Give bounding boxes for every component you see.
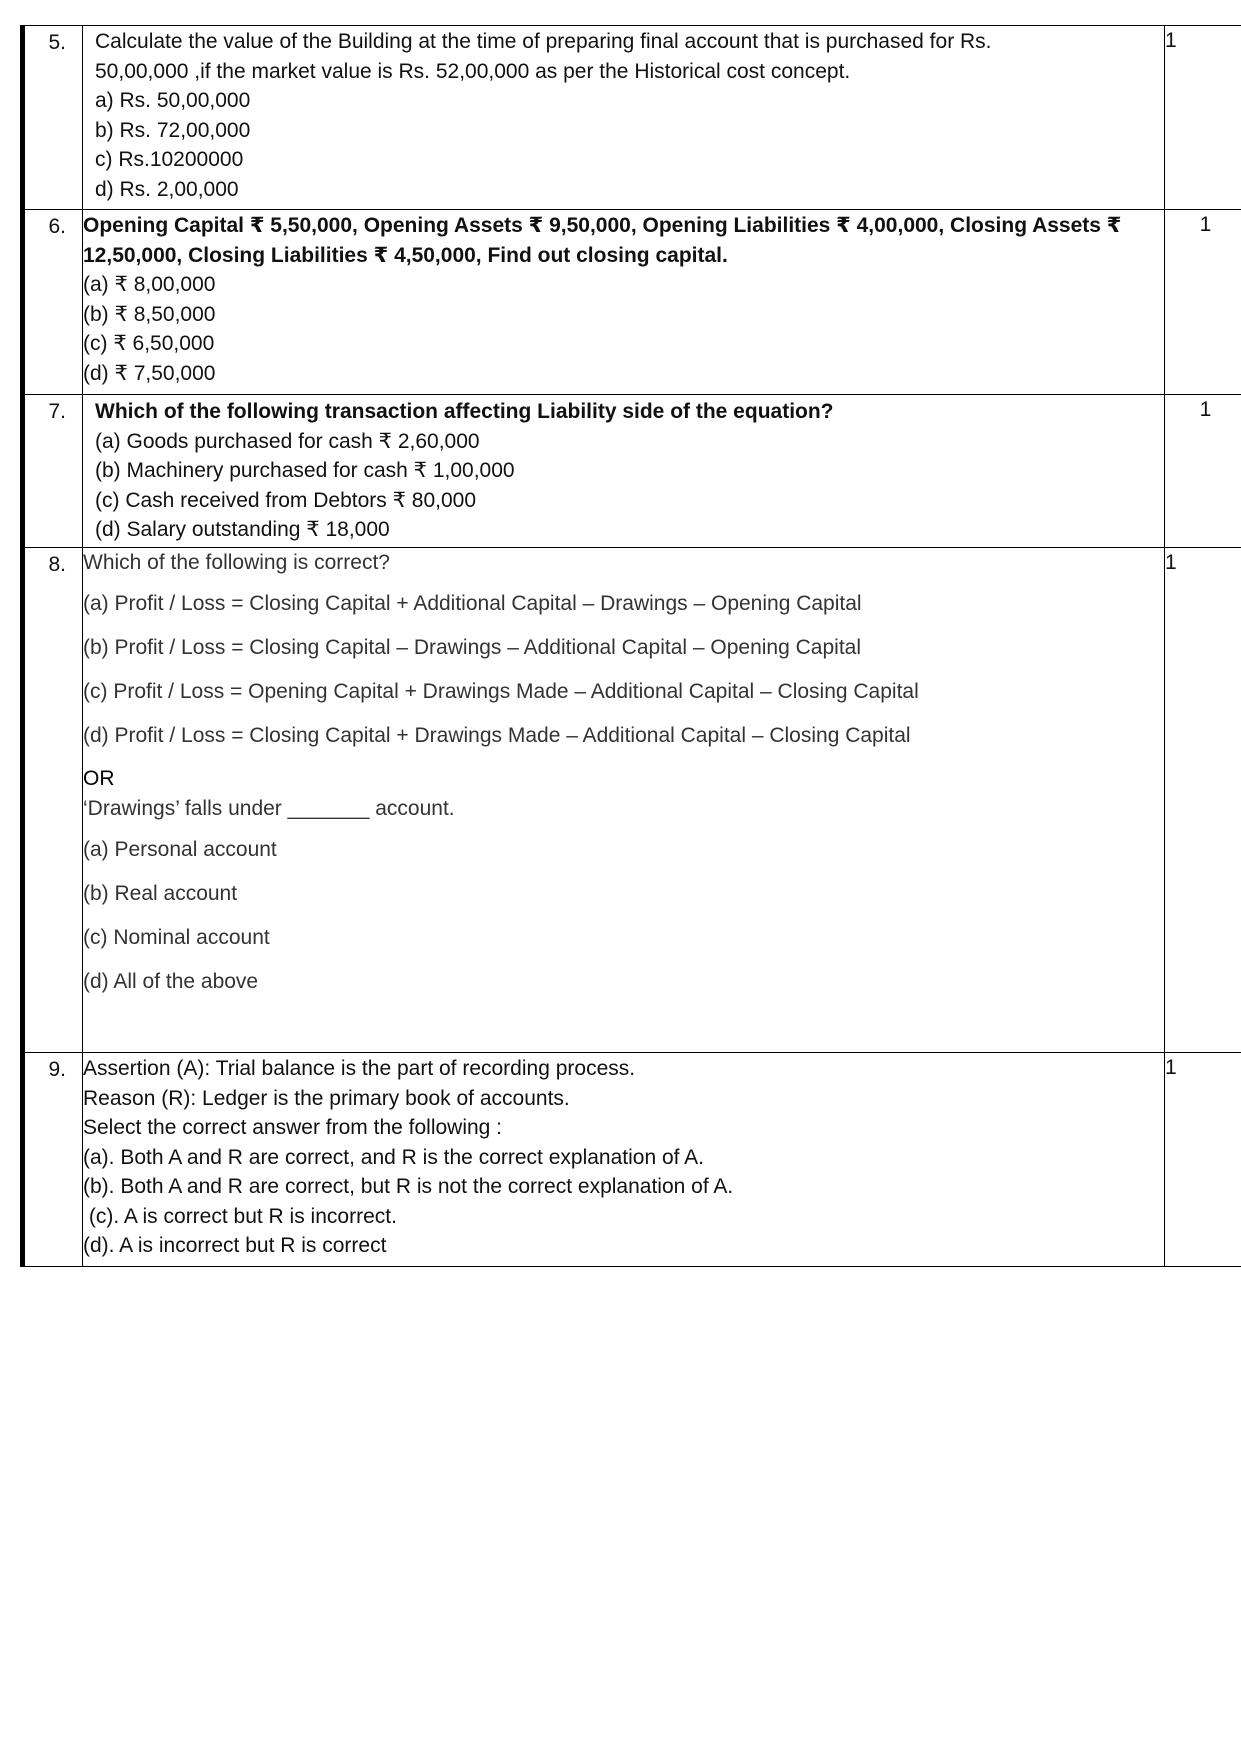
option-c: (c) ₹ 6,50,000 [83,332,215,355]
marks-cell: 1 [1164,1053,1241,1266]
question-stem-line: Opening Capital ₹ 5,50,000, Opening Assets ₹ 9,50,000, Opening Liabilities ₹ 4,00,000, Closing Assets ₹ [83,214,1122,237]
option-c: (c) Cash received from Debtors ₹ 80,000 [95,488,477,512]
option-a: (a). Both A and R are correct, and R is the correct explanation of A. [83,1145,704,1169]
question-row-6 [25,209,1241,394]
question-row-7 [25,394,1241,547]
option-a: (a) Profit / Loss = Closing Capital + Additional Capital – Drawings – Opening Capital [83,592,862,615]
option-d: (d) Profit / Loss = Closing Capital + Drawings Made – Additional Capital – Closing Capital [83,724,911,747]
question-body [83,210,1164,394]
alt-option-b: (b) Real account [83,882,238,905]
question-number: 6. [25,210,83,394]
option-b: b) Rs. 72,00,000 [95,118,251,142]
marks-cell: 1 [1164,395,1241,547]
question-stem-line: Calculate the value of the Building at the time of preparing final account that is purchased for Rs. [95,30,992,53]
option-c: c) Rs.10200000 [95,148,244,171]
question-body [83,26,1164,209]
question-number: 9. [25,1053,83,1266]
question-stem-line: 50,00,000 ,if the market value is Rs. 52,00,000 as per the Historical cost concept. [95,59,851,83]
question-row-9 [25,1052,1241,1267]
question-row-5 [25,25,1241,209]
option-a: a) Rs. 50,00,000 [95,89,251,112]
alt-option-d: (d) All of the above [83,970,259,993]
option-b: (b) Profit / Loss = Closing Capital – Drawings – Additional Capital – Opening Capital [83,636,861,659]
question-stem-line: Which of the following is correct? [83,551,390,574]
question-number: 7. [25,395,83,547]
or-label: OR [83,767,115,790]
question-table [20,25,1241,1267]
question-number: 5. [25,26,83,209]
assertion-line: Assertion (A): Trial balance is the part of recording process. [83,1057,636,1080]
option-b: (b). Both A and R are correct, but R is not the correct explanation of A. [83,1175,734,1198]
alt-question-stem: ‘Drawings’ falls under _______ account. [83,797,455,820]
option-b: (b) ₹ 8,50,000 [83,302,216,326]
reason-line: Reason (R): Ledger is the primary book of accounts. [83,1086,570,1110]
question-number: 8. [25,548,83,1052]
alt-option-a: (a) Personal account [83,838,277,861]
option-d: (d). A is incorrect but R is correct [83,1234,387,1257]
marks-cell: 1 [1164,548,1241,1052]
option-d: (d) ₹ 7,50,000 [83,361,216,385]
option-c: (c) Profit / Loss = Opening Capital + Drawings Made – Additional Capital – Closing Capital [83,680,919,703]
marks-cell: 1 [1164,26,1241,209]
question-body [83,548,1164,1052]
question-row-8 [25,547,1241,1052]
marks-cell: 1 [1164,210,1241,394]
option-d: d) Rs. 2,00,000 [95,177,239,201]
option-a: (a) ₹ 8,00,000 [83,273,216,296]
option-b: (b) Machinery purchased for cash ₹ 1,00,000 [95,459,515,482]
option-a: (a) Goods purchased for cash ₹ 2,60,000 [95,429,480,453]
question-stem-line: 12,50,000, Closing Liabilities ₹ 4,50,000, Find out closing capital. [83,243,728,267]
question-body [83,395,1164,547]
question-stem-line: Which of the following transaction affecting Liability side of the equation? [95,400,834,423]
instruction-line: Select the correct answer from the following : [83,1116,503,1139]
option-c: (c). A is correct but R is incorrect. [83,1204,397,1228]
option-d: (d) Salary outstanding ₹ 18,000 [95,518,390,541]
question-body [83,1053,1164,1266]
alt-option-c: (c) Nominal account [83,926,270,949]
